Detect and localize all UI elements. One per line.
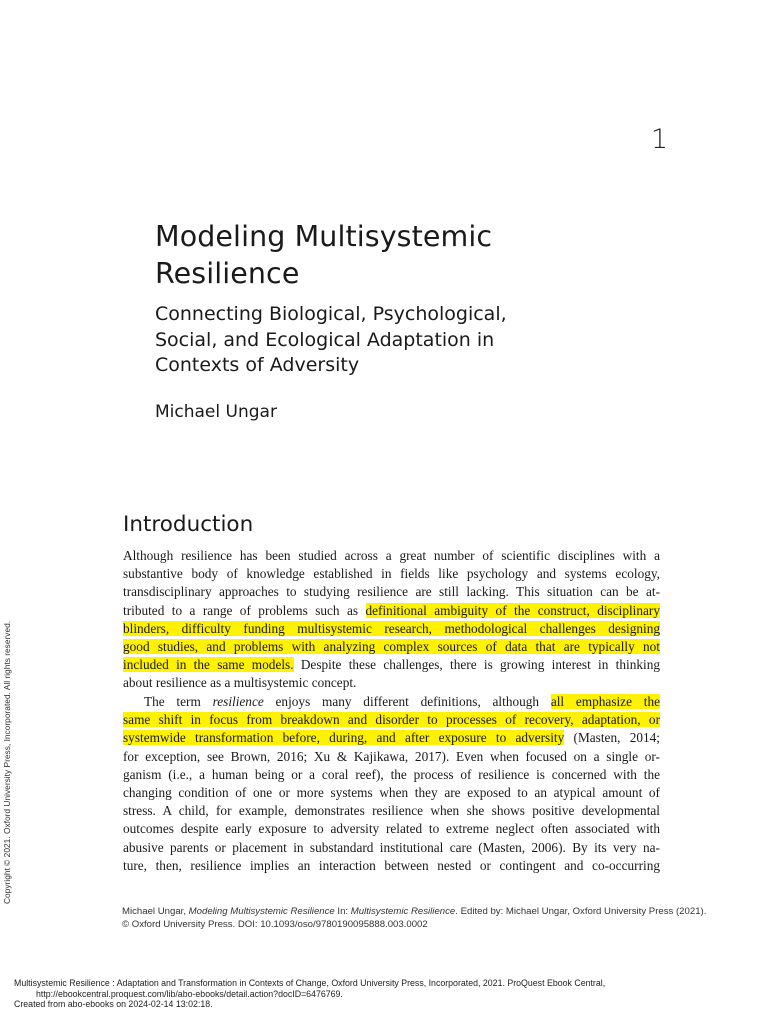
citation-author: Michael Ungar, [122, 906, 189, 917]
text-line: changing condition of one or more systems when they are exposed to an atypical amount of [123, 784, 660, 800]
text-line: Although resilience has been studied across a great number of scientific disciplines with a [123, 548, 660, 563]
text-segment: Despite these challenges, there is growing interest in thinking [293, 657, 660, 673]
italic-term: resilience [212, 694, 264, 709]
chapter-subtitle [155, 302, 675, 379]
chapter-title [155, 218, 675, 292]
chapter-citation [122, 906, 707, 931]
highlighted-text: included in the same models. [123, 657, 294, 673]
subtitle-line: Connecting Biological, Psychological, [155, 303, 507, 325]
text-segment: enjoys many different definitions, although [263, 694, 551, 709]
footer-url[interactable]: http://ebookcentral.proquest.com/lib/abo-ebooks/detail.action?docID=6476769. [36, 988, 343, 999]
highlighted-text: good studies, and problems with analyzing complex sources of data that are typically not [123, 638, 660, 654]
footer-line: Multisystemic Resilience : Adaptation and Transformation in Contexts of Change, Oxford University Press, Incorporated, 2021. ProQuest Ebook Central, [14, 978, 606, 988]
text-line [123, 602, 660, 620]
text-line: outcomes despite early exposure to adversity related to extreme neglect often associated with [123, 821, 660, 837]
ebook-footer [14, 978, 754, 1010]
text-line: about resilience as a multisystemic concept. [123, 675, 357, 691]
highlighted-text: same shift in focus from breakdown and disorder to processes of recovery, adaptation, or [123, 712, 660, 728]
text-line [123, 729, 660, 747]
citation-text: In: [334, 906, 351, 917]
chapter-number: 1 [650, 124, 668, 155]
text-line: ture, then, resilience implies an interaction between nested or contingent and co-occurring [123, 857, 660, 873]
text-line: for exception, see Brown, 2016; Xu & Kajikawa, 2017). Even when focused on a single or- [123, 748, 660, 764]
text-line: ganism (i.e., a human being or a coral reef), the process of resilience is concerned with the [123, 766, 660, 782]
subtitle-line: Contexts of Adversity [155, 354, 360, 376]
text-line: substantive body of knowledge established in fields like psychology and systems ecology, [123, 566, 660, 582]
highlighted-text: all emphasize the [550, 694, 660, 709]
paragraph-2 [123, 693, 660, 875]
text-segment: tributed to a range of problems such as [123, 602, 366, 618]
chapter-title-line: Resilience [155, 257, 300, 290]
text-line [123, 711, 660, 729]
text-line [123, 656, 660, 674]
text-line: transdisciplinary approaches to studying resilience are still lacking. This situation can be at- [123, 584, 660, 600]
highlighted-text: definitional ambiguity of the construct, disciplinary [365, 602, 660, 618]
citation-book-title: Multisystemic Resilience [350, 906, 456, 917]
text-line: abusive parents or placement in substandard institutional care (Masten, 2006). By its very na- [123, 839, 660, 855]
chapter-title-line: Modeling Multisystemic [155, 220, 493, 253]
citation-doi: © Oxford University Press. DOI: 10.1093/oso/9780190095888.003.0002 [122, 918, 428, 930]
text-segment: (Masten, 2014; [564, 730, 660, 746]
text-line [123, 638, 660, 656]
text-line: stress. A child, for example, demonstrates resilience when she shows positive developmental [123, 803, 660, 819]
citation-text: . Edited by: Michael Ungar, Oxford University Press (2021). [455, 906, 707, 917]
text-line [123, 620, 660, 638]
highlighted-text: systemwide transformation before, during, and after exposure to adversity [123, 730, 565, 746]
author-name: Michael Ungar [155, 402, 277, 422]
section-heading: Introduction [123, 512, 254, 537]
text-segment: The term [144, 694, 213, 709]
citation-line [122, 906, 707, 919]
text-line [123, 693, 660, 711]
footer-line: Created from abo-ebooks on 2024-02-14 13:02:18. [14, 999, 213, 1009]
subtitle-line: Social, and Ecological Adaptation in [155, 328, 495, 351]
paragraph-1 [123, 547, 660, 693]
highlighted-text: blinders, difficulty funding multisystemic research, methodological challenges designing [123, 620, 660, 636]
citation-chapter-title: Modeling Multisystemic Resilience [188, 906, 335, 917]
side-copyright-notice: Copyright © 2021. Oxford University Press, Incorporated. All rights reserved. [2, 620, 12, 904]
